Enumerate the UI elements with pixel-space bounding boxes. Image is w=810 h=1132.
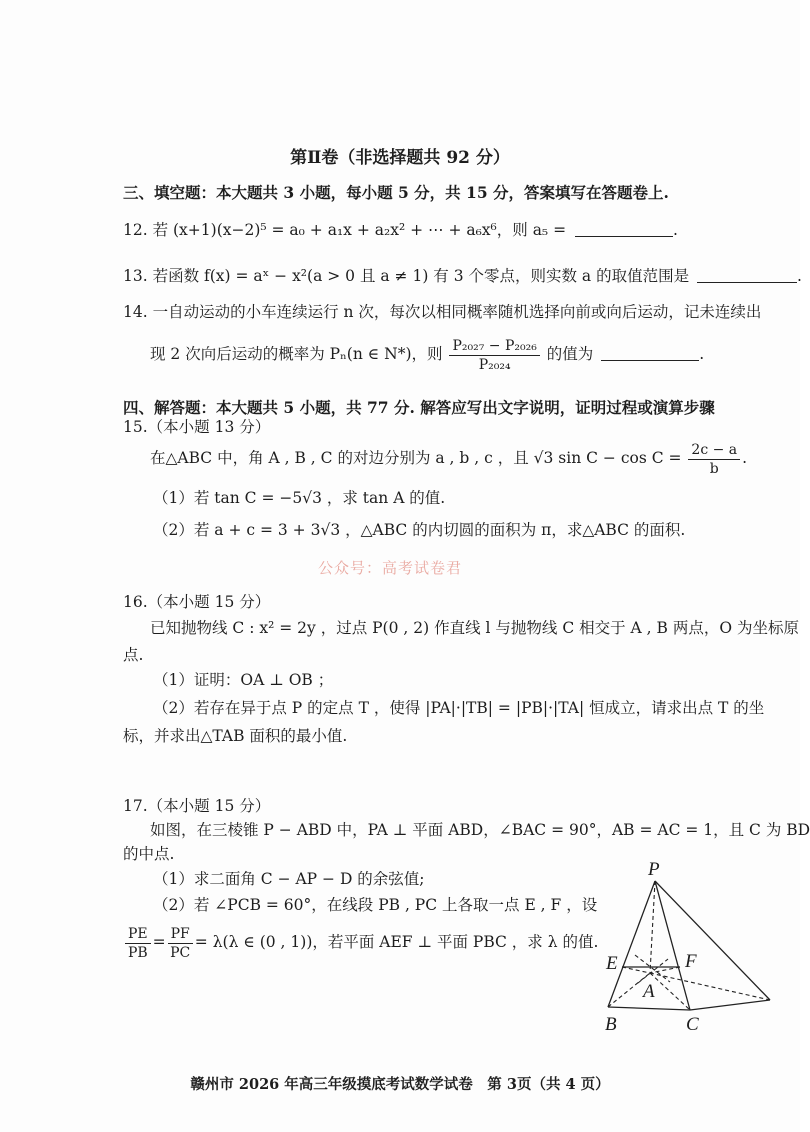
question-17-part2b: $\frac{PE}{PB}$ = $\frac{PF}{PC}$ = λ(λ ∈ (0 , 1))，若平面 AEF ⊥ 平面 PBC ，求 λ 的值. [123, 922, 598, 962]
question-17-part1: （1）求二面角 C − AP − D 的余弦值; [153, 870, 425, 888]
question-15-stem [150, 438, 747, 478]
question-14-line2 [150, 334, 704, 374]
question-13-tail: . [797, 267, 802, 285]
question-15-stem-pre: 在△ABC 中，角 A , B , C 的对边分别为 a , b , c ，且 √3 sin C − cos C = [150, 449, 682, 467]
question-14-post: 的值为 [546, 345, 594, 363]
question-16-part1: （1）证明：OA ⊥ OB ； [153, 671, 334, 689]
question-15-fraction [688, 441, 740, 478]
segment-ea-hidden [622, 967, 650, 973]
fraction-pb: PB [127, 944, 148, 961]
question-15-part1: （1）若 tan C = −5√3 ，求 tan A 的值. [153, 489, 446, 507]
edge-cd [690, 1000, 770, 1010]
segment-hidden-1 [635, 955, 670, 982]
fraction-pf: PF [168, 925, 193, 944]
watermark: 公众号：高考试卷君 [318, 559, 463, 577]
answer-blank-13 [697, 268, 797, 283]
question-16-part2b: 标，并求出△TAB 面积的最小值. [123, 727, 348, 745]
label-f: F [685, 951, 697, 972]
question-14-frac-num: P₂₀₂₇ − P₂₀₂₆ [449, 337, 539, 356]
question-14-tail: . [699, 345, 705, 363]
label-e: E [606, 953, 618, 974]
fraction-pe: PE [125, 925, 151, 944]
edge-ac-hidden [650, 973, 690, 1010]
question-14-line1: 14. 一自动运动的小车连续运行 n 次，每次以相同概率随机选择向前或向后运动，记未连续出 [123, 303, 762, 321]
part3-heading: 三、填空题：本大题共 3 小题，每小题 5 分，共 15 分，答案填写在答题卷上. [123, 183, 669, 202]
question-15-frac-den: b [709, 460, 719, 477]
question-14-frac-den: P₂₀₂₄ [478, 356, 511, 373]
part4-heading: 四、解答题：本大题共 5 小题，共 77 分. 解答应写出文字说明，证明过程或演算步骤 [123, 398, 715, 417]
question-16-header: 16.（本小题 15 分） [123, 593, 271, 611]
answer-blank-12 [575, 222, 673, 237]
edge-pd [655, 881, 770, 1000]
question-17-part2a: （2）若 ∠PCB = 60°，在线段 PB , PC 上各取一点 E , F ，设 [153, 896, 598, 914]
question-15-part2: （2）若 a + c = 3 + 3√3 ，△ABC 的内切圆的面积为 π，求△ABC 的面积. [153, 521, 686, 539]
question-17-stem2: 的中点. [123, 845, 175, 863]
question-12-tail: . [673, 221, 678, 239]
pyramid-figure [600, 855, 780, 1040]
question-17-header: 17.（本小题 15 分） [123, 797, 271, 815]
question-15-stem-post: . [742, 449, 748, 467]
question-13-text: 13. 若函数 f(x) = aˣ − x²(a > 0 且 a ≠ 1) 有 3 个零点，则实数 a 的取值范围是 [123, 267, 690, 285]
question-15-header: 15.（本小题 13 分） [123, 418, 271, 436]
label-c: C [686, 1014, 699, 1035]
page-footer: 赣州市 2026 年高三年级摸底考试数学试卷 第 3页（共 4 页） [190, 1076, 610, 1093]
answer-blank-14 [601, 346, 699, 361]
edge-bc [608, 1007, 690, 1010]
question-17-fraction-pe-pb [125, 925, 151, 962]
question-12 [123, 220, 678, 240]
question-16-part2a: （2）若存在异于点 P 的定点 T ，使得 |PA|·|TB| = |PB|·|TA| 恒成立，请求出点 T 的坐 [153, 699, 765, 717]
question-17-part2b-text: = λ(λ ∈ (0 , 1))，若平面 AEF ⊥ 平面 PBC ，求 λ 的值. [194, 933, 599, 951]
question-14-fraction [449, 337, 539, 374]
question-17-stem1: 如图，在三棱锥 P − ABD 中，PA ⊥ 平面 ABD，∠BAC = 90°，AB = AC = 1，且 C 为 BD [150, 821, 810, 839]
label-a: A [643, 981, 655, 1002]
section-title: 第Ⅱ卷（非选择题共 92 分） [290, 148, 510, 168]
question-16-stem1: 已知抛物线 C : x² = 2y ，过点 P(0 , 2) 作直线 l 与抛物线 C 相交于 A , B 两点，O 为坐标原 [150, 619, 799, 637]
question-15-frac-num: 2c − a [688, 441, 740, 460]
question-13 [123, 266, 802, 286]
question-14-pre: 现 2 次向后运动的概率为 Pₙ(n ∈ N*)，则 [150, 345, 443, 363]
question-16-stem2: 点. [123, 646, 144, 664]
fraction-pc: PC [170, 944, 191, 961]
question-12-text: 12. 若 (x+1)(x−2)⁵ = a₀ + a₁x + a₂x² + ⋯ + a₆x⁶，则 a₅ = [123, 221, 567, 239]
edge-pc [655, 881, 690, 1010]
question-17-fraction-pf-pc [168, 925, 193, 962]
edge-ad-hidden [650, 973, 770, 1000]
label-p: P [648, 859, 660, 880]
edge-pa-hidden [650, 881, 655, 973]
label-b: B [605, 1014, 617, 1035]
